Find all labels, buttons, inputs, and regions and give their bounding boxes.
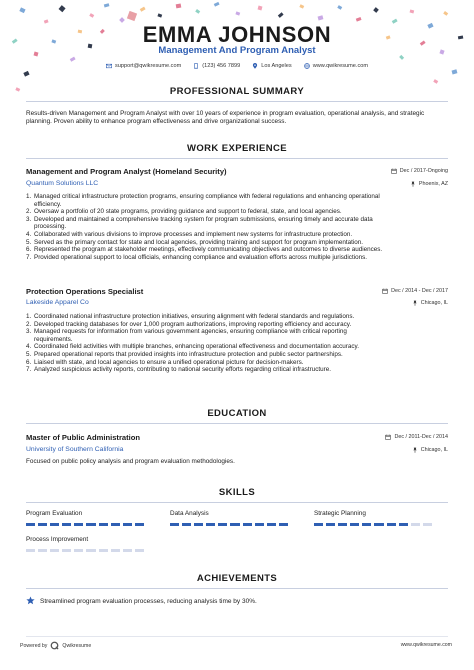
list-item: processing.: [34, 223, 67, 231]
summary-divider: [26, 101, 448, 102]
contact-email[interactable]: [106, 63, 181, 69]
company-name[interactable]: Lakeside Apparel Co: [26, 299, 89, 306]
skill-level-segment: [170, 523, 179, 526]
skill-level-segment: [387, 523, 396, 526]
list-item: 2. Developed tracking databases for over 1,000 program authorizations, improving reporting efficiency and accuracy.: [26, 320, 352, 328]
skill-level-segment: [423, 523, 432, 526]
pushpin-icon: [412, 447, 418, 453]
skill-level-segment: [314, 523, 323, 526]
skill-level-segment: [111, 549, 120, 552]
globe-icon: [304, 63, 310, 69]
star-icon: [26, 596, 35, 605]
skill-level-segment: [123, 523, 132, 526]
skill-level-segment: [62, 549, 71, 552]
footer-branding: [20, 641, 91, 650]
skill-level-segment: [362, 523, 371, 526]
contact-location: [252, 63, 291, 69]
phone-text: (123) 456 7899: [202, 63, 241, 69]
brand-text[interactable]: Qwikresume: [62, 642, 92, 649]
company-name[interactable]: Quantum Solutions LLC: [26, 180, 99, 187]
skill-level-segment: [74, 549, 83, 552]
skill-level-bar: [314, 523, 432, 526]
skill-level-segment: [243, 523, 252, 526]
job-location: [412, 300, 448, 306]
list-item: 5. Prepared operational reports that provided insights into infrastructure protection and public sector partnerships.: [26, 350, 343, 358]
list-item: 7. Analyzed suspicious activity reports, contributing to national security efforts regarding critical infrastructure.: [26, 366, 332, 374]
skill-level-segment: [267, 523, 276, 526]
list-item: 3. Managed requests for information from various government agencies, ensuring compliance with critical reporting: [26, 328, 347, 336]
job-title: Management and Program Analyst (Homeland Security): [26, 167, 227, 176]
education-dates: [385, 434, 448, 440]
list-item: efficiency.: [34, 200, 62, 208]
experience-divider: [26, 158, 448, 159]
list-item: 1. Managed critical infrastructure protection programs, ensuring compliance with federal regulations and enhancing operational: [26, 193, 380, 200]
pushpin-icon: [412, 300, 418, 306]
skill-name: Data Analysis: [170, 510, 209, 517]
education-divider: [26, 423, 448, 424]
skill-level-segment: [135, 549, 144, 552]
contact-website[interactable]: [304, 63, 368, 69]
skill-level-segment: [62, 523, 71, 526]
skill-level-segment: [411, 523, 420, 526]
calendar-icon: [385, 434, 391, 440]
education-dates-text: Dec / 2011-Dec / 2014: [394, 434, 448, 440]
achievements-heading: ACHIEVEMENTS: [196, 573, 278, 584]
skill-level-segment: [255, 523, 264, 526]
skill-level-segment: [182, 523, 191, 526]
summary-text: Results-driven Management and Program Analyst with over 10 years of experience in program evaluation, operational analysis, and strategic planning. Proven ability to enhance program effectiveness and drive organizational success.: [26, 110, 425, 126]
skill-level-segment: [338, 523, 347, 526]
skill-level-segment: [123, 549, 132, 552]
skill-level-segment: [374, 523, 383, 526]
job-bullets: [26, 313, 444, 374]
experience-heading: WORK EXPERIENCE: [187, 143, 287, 154]
list-item: 3. Developed and maintained a comprehensive tracking system for program submissions, ensuring timely and accurate data: [26, 215, 373, 223]
list-item: 1. Coordinated national infrastructure protection initiatives, ensuring alignment with federal standards and regulations.: [26, 313, 355, 320]
powered-by-text: Powered by: [20, 642, 48, 649]
education-location: [412, 447, 448, 453]
qwikresume-logo-icon: [50, 641, 59, 650]
location-text: Los Angeles: [261, 63, 292, 69]
skill-level-segment: [86, 549, 95, 552]
skill-level-segment: [99, 523, 108, 526]
job-location-text: Chicago, IL: [420, 300, 448, 306]
job-title: Protection Operations Specialist: [26, 287, 144, 296]
pushpin-icon: [410, 181, 416, 187]
skill-name: Program Evaluation: [26, 510, 83, 517]
job-location-text: Phoenix, AZ: [418, 181, 448, 187]
skill-level-segment: [218, 523, 227, 526]
skills-heading: SKILLS: [218, 487, 256, 498]
list-item: 4. Collaborated with various divisions to improve processes and implement new systems for infrastructure protection.: [26, 230, 353, 238]
list-item: 2. Oversaw a portfolio of 20 state programs, providing guidance and support to federal, state, and local agencies.: [26, 208, 342, 216]
list-item: 6. Represented the program at stakeholder meetings, effectively communicating objectives and outcomes to diverse audiences.: [26, 246, 383, 254]
job-dates-text: Dec / 2014 - Dec / 2017: [391, 288, 448, 294]
job-bullets: [26, 193, 444, 261]
school-name[interactable]: University of Southern California: [26, 446, 124, 453]
skill-level-segment: [26, 523, 35, 526]
skill-name: Strategic Planning: [314, 510, 366, 517]
summary-heading: PROFESSIONAL SUMMARY: [169, 86, 305, 97]
skill-level-segment: [26, 549, 35, 552]
skill-name: Process Improvement: [26, 536, 89, 543]
skill-level-bar: [170, 523, 288, 526]
contact-bar: [0, 63, 474, 69]
email-text: support@qwikresume.com: [114, 63, 182, 69]
list-item: 6. Liaised with state, and local agencies to ensure a unified operational picture for decision-makers.: [26, 358, 304, 366]
skill-level-segment: [111, 523, 120, 526]
degree-title: Master of Public Administration: [26, 433, 141, 442]
skill-level-segment: [74, 523, 83, 526]
skill-level-bar: [26, 549, 144, 552]
calendar-icon: [391, 168, 397, 174]
education-heading: EDUCATION: [207, 408, 267, 419]
location-pin-icon: [252, 63, 258, 69]
skill-level-segment: [206, 523, 215, 526]
skill-level-segment: [194, 523, 203, 526]
calendar-icon: [382, 288, 388, 294]
skill-level-segment: [99, 549, 108, 552]
skill-level-segment: [135, 523, 144, 526]
website-text: www.qwikresume.com: [312, 63, 369, 69]
education-description: Focused on public policy analysis and program evaluation methodologies.: [26, 458, 235, 465]
job-dates: [391, 168, 448, 174]
candidate-name: EMMA JOHNSON: [142, 22, 332, 47]
education-location-text: Chicago, IL: [420, 447, 448, 453]
skill-level-segment: [50, 549, 59, 552]
candidate-role: Management And Program Analyst: [158, 45, 316, 56]
phone-icon: [193, 63, 199, 69]
skill-level-segment: [350, 523, 359, 526]
skill-level-segment: [326, 523, 335, 526]
skill-level-bar: [26, 523, 144, 526]
skill-level-segment: [38, 549, 47, 552]
email-icon: [106, 63, 112, 69]
job-location: [410, 181, 448, 187]
skill-level-segment: [38, 523, 47, 526]
achievements-divider: [26, 588, 448, 589]
skill-level-segment: [399, 523, 408, 526]
skills-divider: [26, 502, 448, 503]
list-item: 5. Served as the primary contact for state and local agencies, providing training and support for program implementation.: [26, 238, 364, 246]
skill-level-segment: [86, 523, 95, 526]
job-dates-text: Dec / 2017-Ongoing: [399, 168, 448, 174]
skill-level-segment: [230, 523, 239, 526]
skill-level-segment: [50, 523, 59, 526]
footer-website[interactable]: www.qwikresume.com: [400, 642, 452, 648]
achievement-text: Streamlined program evaluation processes, reducing analysis time by 30%.: [40, 598, 257, 605]
list-item: 7. Provided operational support to local officials, enhancing compliance and evaluation efforts across multiple jurisdictions.: [26, 253, 367, 261]
skill-level-segment: [279, 523, 288, 526]
footer-divider: [26, 636, 448, 637]
list-item: requirements.: [34, 335, 73, 343]
list-item: 4. Coordinated field activities with multiple branches, enhancing operational effectiveness and documentation accuracy.: [26, 343, 359, 351]
contact-phone[interactable]: [193, 63, 240, 69]
job-dates: [382, 288, 448, 294]
